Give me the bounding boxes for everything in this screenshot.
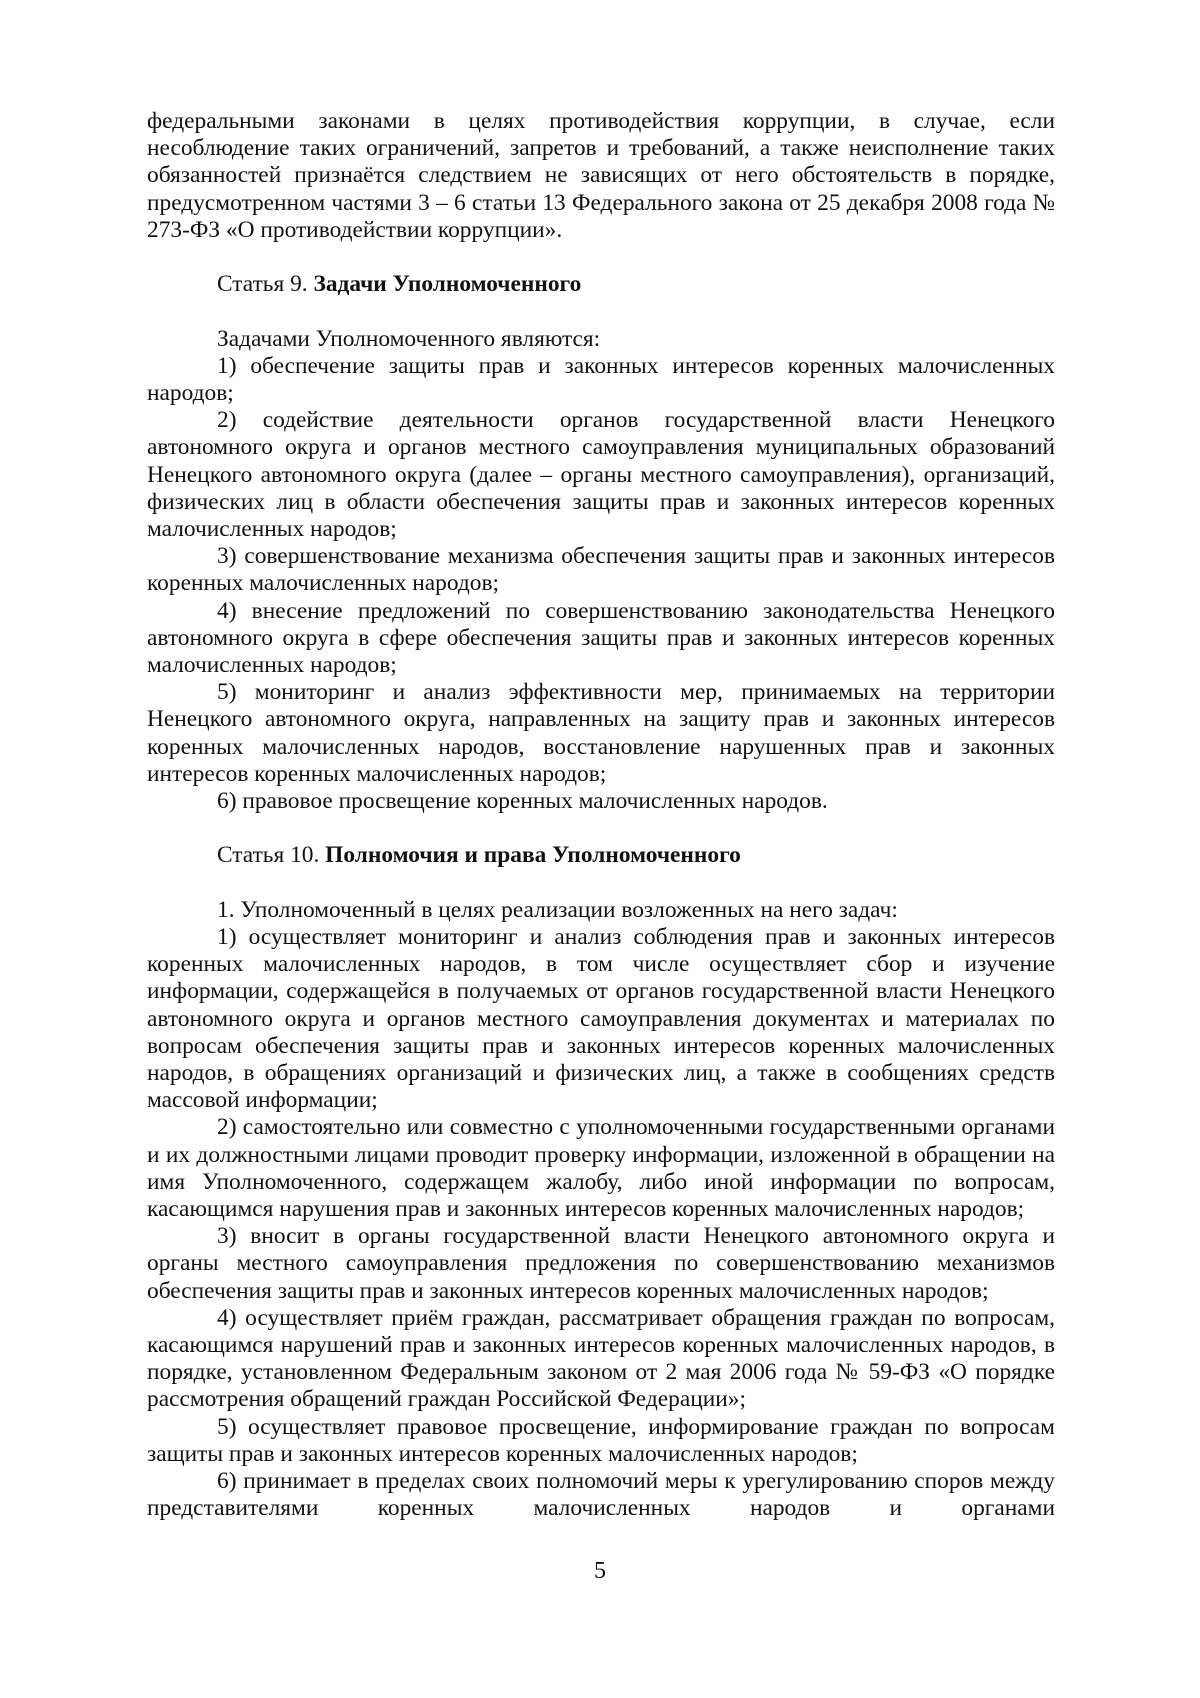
article-9-heading	[147, 271, 1055, 298]
document-body	[147, 108, 1055, 1523]
article-10-item-4: 4) осуществляет приём граждан, рассматривает обращения граждан по вопросам, касающимся нарушений прав и законных интересов коренных малочисленных народов, в порядке, установленном Федеральным законом от 2 мая 2006 года № 59-ФЗ «О порядке рассмотрения обращений граждан Российской Федерации»;	[147, 1304, 1055, 1413]
article-10-prefix: Статья 10.	[217, 842, 320, 869]
article-9-title: Задачи Уполномоченного	[313, 271, 582, 298]
article-9-item-3: 3) совершенствование механизма обеспечения защиты прав и законных интересов коренных малочисленных народов;	[147, 543, 1055, 597]
spacer	[147, 298, 1055, 325]
article-9-item-4: 4) внесение предложений по совершенствованию законодательства Ненецкого автономного округа в сфере обеспечения защиты прав и законных интересов коренных малочисленных народов;	[147, 597, 1055, 679]
article-10-item-2: 2) самостоятельно или совместно с уполномоченными государственными органами и их должностными лицами проводит проверку информации, изложенной в обращении на имя Уполномоченного, содержащем жалобу, либо иной информации по вопросам, касающимся нарушения прав и законных интересов коренных малочисленных народов;	[147, 1114, 1055, 1223]
spacer	[147, 244, 1055, 271]
spacer	[147, 870, 1055, 897]
article-9-lead: Задачами Уполномоченного являются:	[217, 325, 601, 352]
page-number: 5	[594, 1558, 606, 1584]
article-10-heading	[147, 842, 1055, 869]
article-10-item-5: 5) осуществляет правовое просвещение, информирование граждан по вопросам защиты прав и законных интересов коренных малочисленных народов;	[147, 1413, 1055, 1467]
article-9-item-2: 2) содействие деятельности органов государственной власти Ненецкого автономного округа и органов местного самоуправления муниципальных образований Ненецкого автономного округа (далее – органы местного самоуправления), организаций, физических лиц в области обеспечения защиты прав и законных интересов коренных малочисленных народов;	[147, 407, 1055, 543]
article-9-item-5: 5) мониторинг и анализ эффективности мер, принимаемых на территории Ненецкого автономного округа, направленных на защиту прав и законных интересов коренных малочисленных народов, восстановление нарушенных прав и законных интересов коренных малочисленных народов;	[147, 679, 1055, 787]
article-10-item-1: 1) осуществляет мониторинг и анализ соблюдения прав и законных интересов коренных малочисленных народов, в том числе осуществляет сбор и изучение информации, содержащейся в получаемых от органов государственной власти Ненецкого автономного округа и органов местного самоуправления документах и материалах по вопросам обеспечения защиты прав и законных интересов коренных малочисленных народов, в обращениях организаций и физических лиц, а также в сообщениях средств массовой информации;	[147, 924, 1055, 1114]
article-10-item-3: 3) вносит в органы государственной власти Ненецкого автономного округа и органы местного самоуправления предложения по совершенствованию механизмов обеспечения защиты прав и законных интересов коренных малочисленных народов;	[147, 1223, 1055, 1304]
article-9-item-6: 6) правовое просвещение коренных малочисленных народов.	[217, 788, 828, 815]
article-10-item-6: 6) принимает в пределах своих полномочий меры к урегулированию споров между представителями коренных малочисленных народов и органами	[147, 1468, 1055, 1522]
intro-paragraph: федеральными законами в целях противодействия коррупции, в случае, если несоблюдение таких ограничений, запретов и требований, а также неисполнение таких обязанностей признаётся следствием не зависящих от него обстоятельств в порядке, предусмотренном частями 3 – 6 статьи 13 Федерального закона от 25 декабря 2008 года № 273-ФЗ «О противодействии коррупции».	[147, 108, 1055, 243]
spacer	[147, 815, 1055, 842]
article-9-prefix: Статья 9.	[217, 271, 308, 298]
article-10-lead: 1. Уполномоченный в целях реализации возложенных на него задач:	[217, 896, 898, 923]
article-10-title: Полномочия и права Уполномоченного	[325, 842, 741, 869]
article-9-item-1: 1) обеспечение защиты прав и законных интересов коренных малочисленных народов;	[147, 352, 1055, 406]
